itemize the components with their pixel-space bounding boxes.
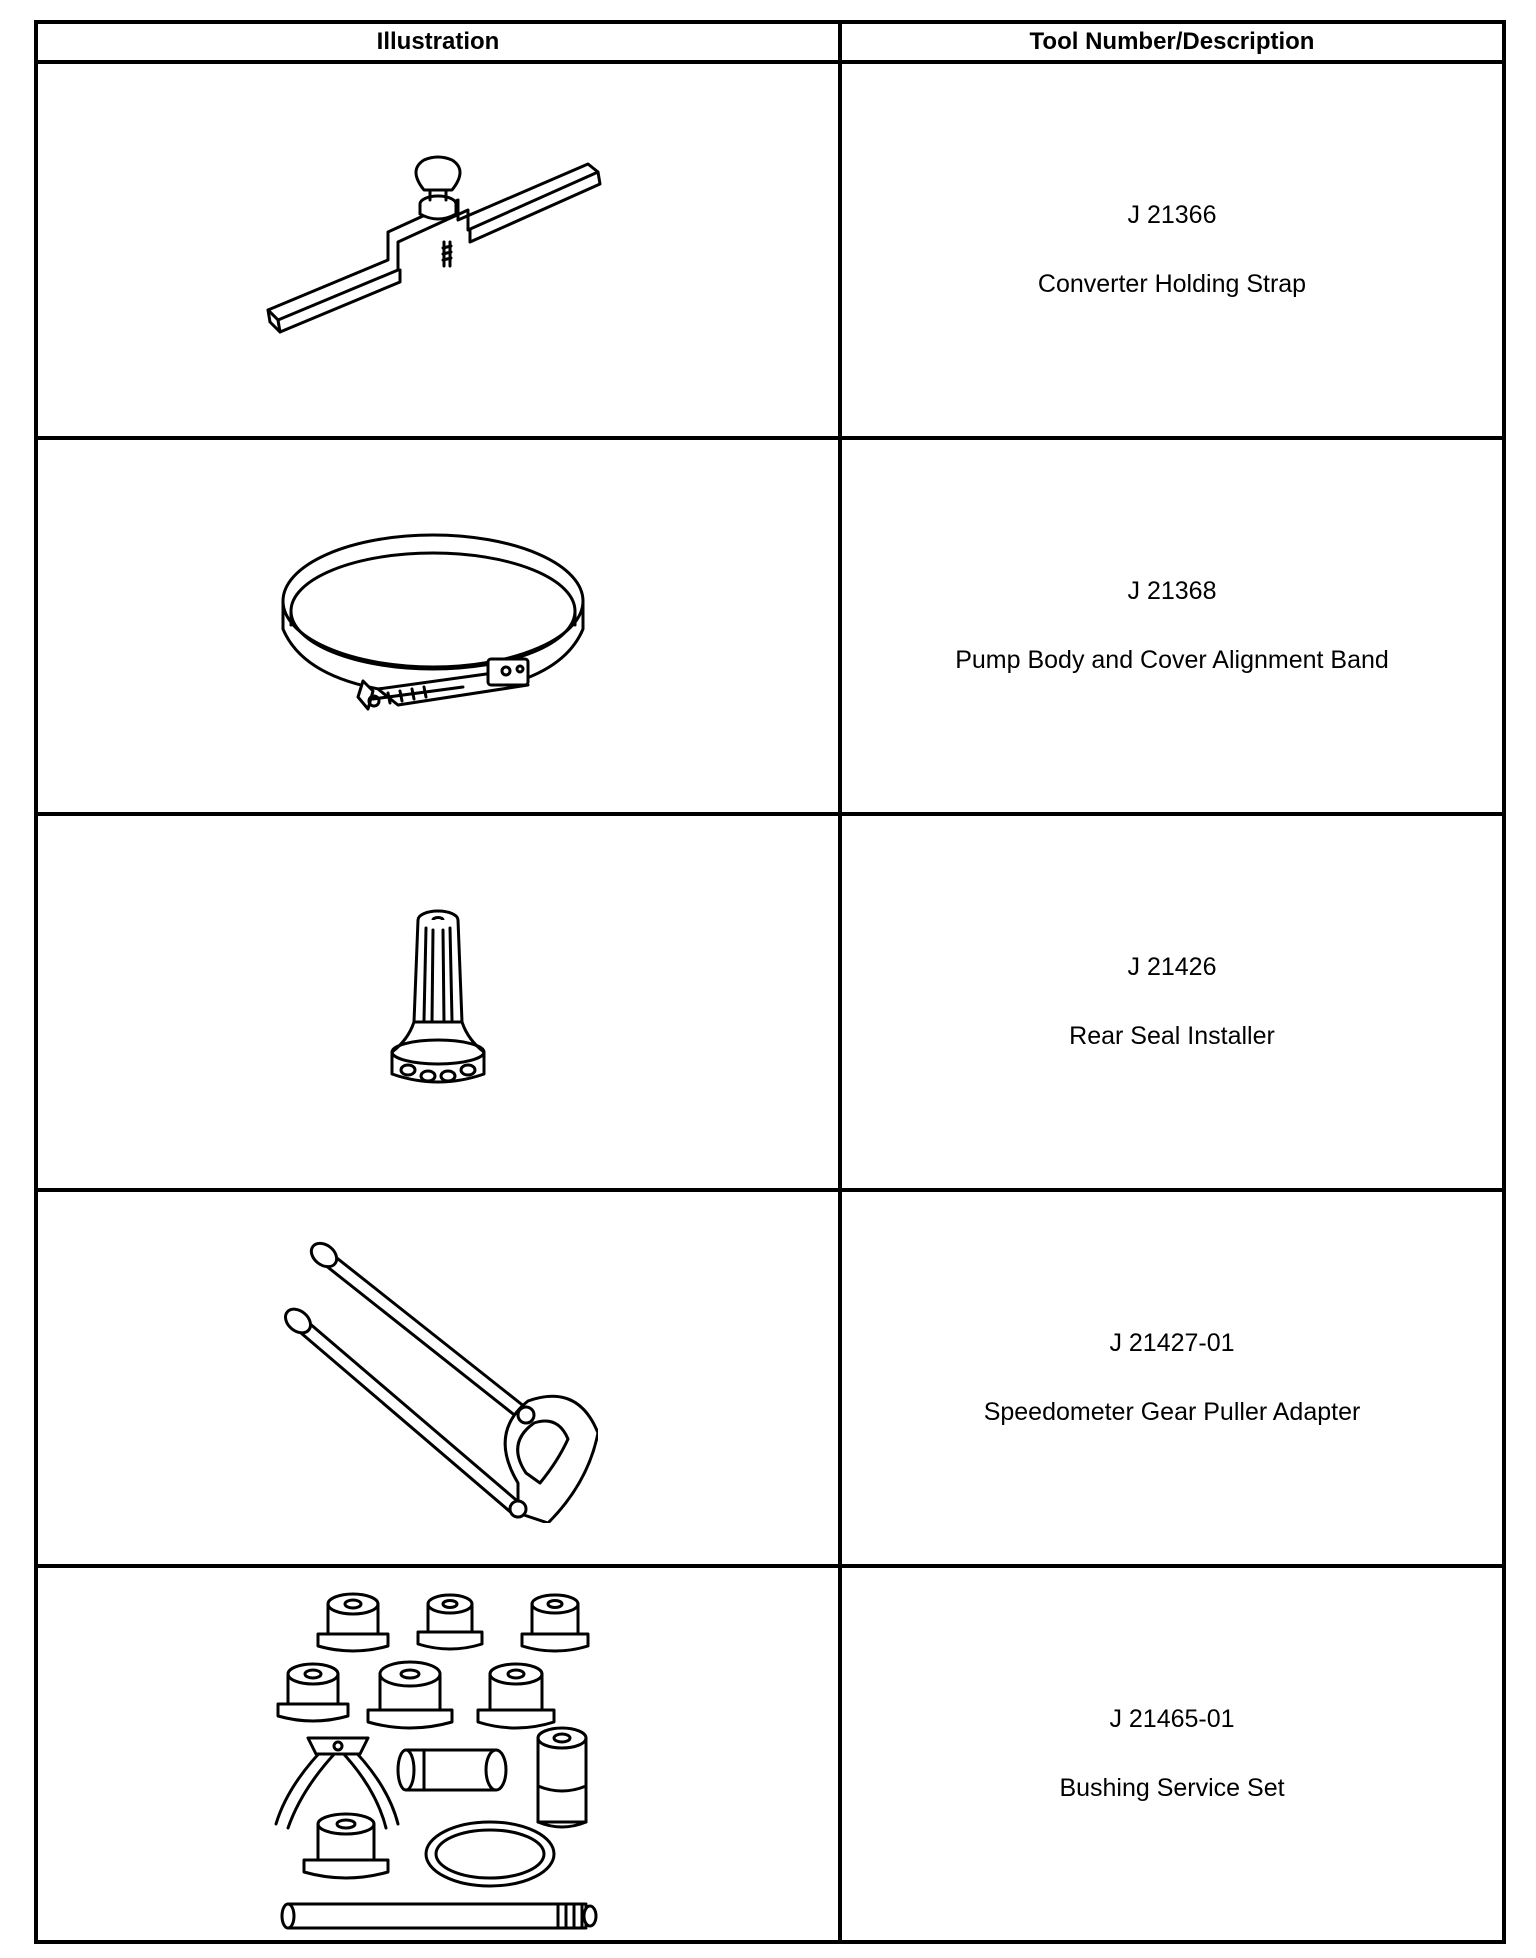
illustration-cell [36,438,840,814]
table-row [36,438,1504,814]
illustration-cell [36,814,840,1190]
alignment-band-icon [278,521,598,731]
tool-description: Rear Seal Installer [1069,1022,1275,1050]
special-tools-table [34,20,1506,1944]
tool-description-cell [840,438,1504,814]
header-tool-description: Tool Number/Description [840,22,1504,62]
tool-number: J 21426 [1127,953,1217,981]
table-row [36,814,1504,1190]
gear-puller-adapter-icon [278,1233,598,1523]
tool-description-cell [840,62,1504,438]
tool-description: Converter Holding Strap [1037,270,1307,298]
illustration-cell [36,62,840,438]
header-illustration: Illustration [36,22,840,62]
rear-seal-installer-icon [378,902,498,1102]
tool-description: Bushing Service Set [1059,1774,1285,1802]
illustration-cell [36,1566,840,1942]
tool-description: Pump Body and Cover Alignment Band [955,646,1389,674]
converter-holding-strap-icon [258,130,618,370]
tool-number: J 21366 [1127,201,1217,229]
tool-description: Speedometer Gear Puller Adapter [983,1398,1361,1426]
tool-description-cell [840,814,1504,1190]
tool-description-cell [840,1566,1504,1942]
illustration-cell [36,1190,840,1566]
table-row [36,1566,1504,1942]
bushing-service-set-icon [268,1574,608,1934]
tool-description-cell [840,1190,1504,1566]
table-header-row [36,22,1504,62]
tool-number: J 21368 [1127,577,1217,605]
table-row [36,1190,1504,1566]
tool-number: J 21427-01 [1109,1329,1235,1357]
tool-number: J 21465-01 [1109,1705,1235,1733]
table-row [36,62,1504,438]
